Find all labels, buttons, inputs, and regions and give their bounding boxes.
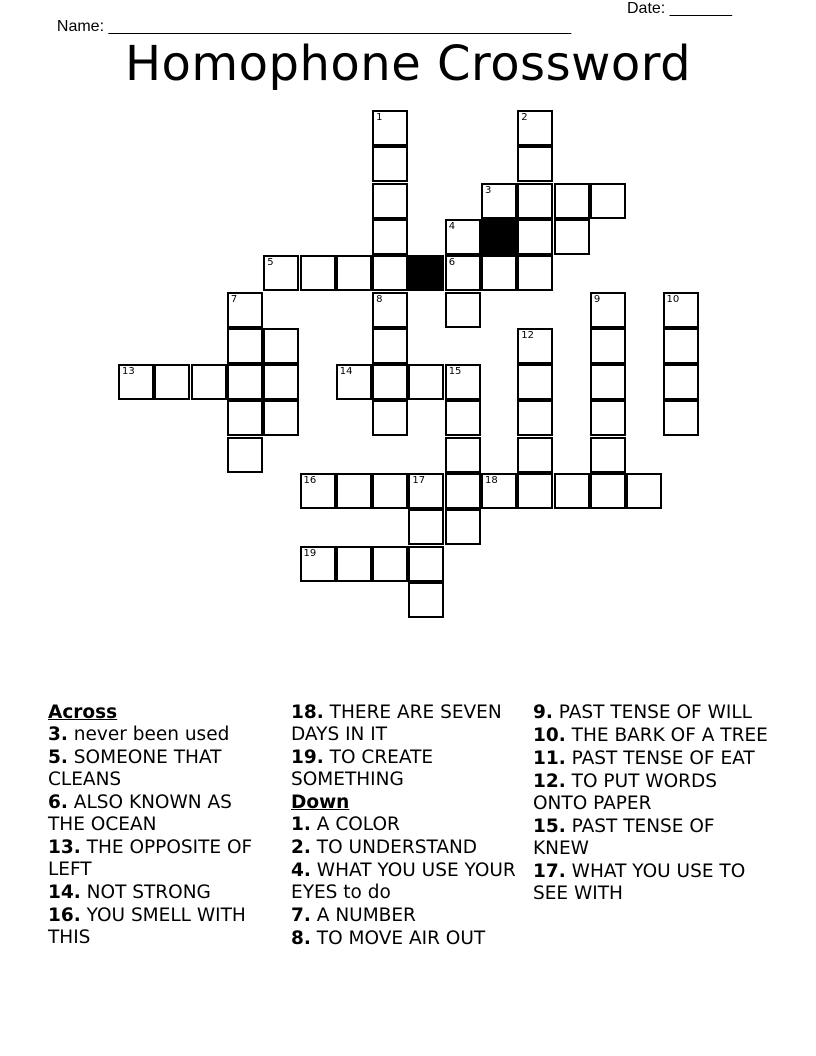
grid-cell[interactable] [336, 364, 372, 400]
grid-cell[interactable] [300, 546, 336, 582]
clue-number: 5 [267, 257, 274, 269]
across-heading: Across [48, 702, 118, 723]
grid-cell[interactable] [336, 255, 372, 291]
clue-item [533, 748, 768, 770]
grid-cell[interactable] [372, 546, 408, 582]
grid-cell[interactable] [590, 183, 626, 219]
grid-cell[interactable] [408, 546, 444, 582]
clue-number: 17 [412, 475, 426, 486]
clue-item-number: 13. [48, 837, 81, 858]
grid-cell[interactable] [336, 473, 372, 509]
clue-item-text: TO MOVE AIR OUT [316, 928, 486, 949]
clue-item [533, 861, 768, 905]
grid-cell[interactable] [227, 364, 263, 400]
clue-item [291, 837, 516, 859]
grid-cell[interactable] [445, 364, 481, 400]
grid-cell[interactable] [554, 183, 590, 219]
clue-item [48, 724, 273, 746]
clue-number: 8 [376, 293, 383, 305]
grid-cell[interactable] [517, 437, 553, 473]
grid-cell[interactable] [445, 509, 481, 545]
grid-cell[interactable] [372, 292, 408, 328]
grid-cell[interactable] [191, 364, 227, 400]
grid-cell[interactable] [663, 328, 699, 364]
clue-item [291, 860, 516, 904]
clue-item-number: 8. [291, 928, 311, 949]
clue-item-number: 14. [48, 882, 81, 903]
grid-cell[interactable] [445, 473, 481, 509]
clue-number: 3 [485, 184, 492, 196]
clue-item [291, 928, 516, 950]
grid-cell[interactable] [590, 364, 626, 400]
grid-cell[interactable] [445, 255, 481, 291]
grid-cell[interactable] [300, 255, 336, 291]
clue-item-text: YOU SMELL WITH THIS [48, 905, 246, 948]
clue-number: 19 [303, 547, 317, 559]
grid-cell[interactable] [517, 146, 553, 182]
grid-cell[interactable] [408, 364, 444, 400]
clue-item-number: 15. [533, 816, 566, 837]
clue-number: 13 [122, 366, 135, 378]
down-heading: Down [291, 792, 350, 813]
grid-cell[interactable] [517, 400, 553, 436]
clue-item-number: 17. [533, 861, 566, 882]
clue-item-text: SOMEONE THAT CLEANS [48, 747, 222, 790]
clue-number: 7 [230, 293, 238, 305]
clue-item-number: 6. [48, 792, 68, 813]
grid-cell[interactable] [445, 219, 481, 255]
clue-item-number: 18. [291, 702, 324, 723]
grid-cell[interactable] [372, 473, 408, 509]
grid-cell[interactable] [517, 183, 553, 219]
grid-cell[interactable] [227, 437, 263, 473]
clue-number: 10 [666, 293, 680, 305]
clue-item [533, 725, 768, 747]
black-cell [408, 255, 444, 291]
clue-item-number: 2. [291, 837, 311, 858]
clue-item [48, 837, 273, 881]
clue-number: 1 [376, 112, 383, 123]
clue-item [291, 747, 516, 791]
grid-cell[interactable] [336, 546, 372, 582]
grid-cell[interactable] [118, 364, 154, 400]
clue-item [291, 814, 516, 836]
clue-item-number: 11. [533, 748, 566, 769]
clue-item [533, 702, 768, 724]
grid-cell[interactable] [445, 400, 481, 436]
grid-cell[interactable] [590, 400, 626, 436]
clue-number: 6 [448, 257, 456, 269]
clue-item-number: 16. [48, 905, 81, 926]
grid-cell[interactable] [517, 473, 553, 509]
clue-column-1 [48, 702, 273, 950]
grid-cell[interactable] [517, 328, 553, 364]
clue-number: 14 [339, 366, 353, 378]
clue-item [533, 771, 768, 815]
clue-item-text: TO CREATE SOMETHING [291, 747, 434, 790]
grid-cell[interactable] [372, 183, 408, 219]
clue-column-3 [533, 702, 768, 906]
clue-item [533, 816, 768, 860]
grid-cell[interactable] [554, 219, 590, 255]
clue-item-text: A NUMBER [316, 905, 416, 926]
grid-cell[interactable] [372, 364, 408, 400]
grid-cell[interactable] [590, 292, 626, 328]
grid-cell[interactable] [590, 328, 626, 364]
grid-cell[interactable] [372, 146, 408, 182]
grid-cell[interactable] [445, 292, 481, 328]
clue-item-text: TO UNDERSTAND [316, 837, 478, 858]
grid-cell[interactable] [517, 219, 553, 255]
clue-item [48, 792, 273, 836]
clue-item-text: NOT STRONG [86, 882, 211, 903]
clue-number: 18 [485, 475, 498, 486]
clue-item-number: 10. [533, 725, 566, 746]
name-field[interactable]: Name: ____________________________________________________ [56, 18, 572, 35]
grid-cell[interactable] [408, 582, 444, 618]
grid-cell[interactable] [372, 255, 408, 291]
clue-item [48, 882, 273, 904]
clue-item-text: THERE ARE SEVEN DAYS IN IT [291, 702, 502, 745]
clue-item [48, 905, 273, 949]
grid-cell[interactable] [445, 437, 481, 473]
clue-item-text: THE BARK OF A TREE [571, 725, 768, 746]
clue-item [291, 702, 516, 746]
grid-cell[interactable] [263, 255, 299, 291]
grid-cell[interactable] [481, 473, 517, 509]
clue-item-text: WHAT YOU USE TO SEE WITH [533, 861, 746, 904]
clue-item-text: TO PUT WORDS ONTO PAPER [533, 771, 717, 814]
date-field[interactable]: Date: _______ [627, 0, 732, 17]
grid-cell[interactable] [372, 219, 408, 255]
grid-cell[interactable] [517, 110, 553, 146]
page-title: Homophone Crossword [124, 36, 692, 92]
grid-cell[interactable] [408, 473, 444, 509]
clue-number: 9 [593, 293, 601, 305]
grid-cell[interactable] [590, 473, 626, 509]
grid-cell[interactable] [626, 473, 662, 509]
clue-item-text: THE OPPOSITE OF LEFT [48, 837, 253, 880]
clue-column-2 [291, 702, 516, 951]
grid-cell[interactable] [372, 110, 408, 146]
clue-item-number: 3. [48, 724, 68, 745]
grid-cell[interactable] [663, 292, 699, 328]
grid-cell[interactable] [590, 437, 626, 473]
clue-item-number: 9. [533, 702, 553, 723]
grid-cell[interactable] [372, 328, 408, 364]
grid-cell[interactable] [263, 400, 299, 436]
clue-item-number: 5. [48, 747, 68, 768]
grid-cell[interactable] [372, 400, 408, 436]
clue-item [291, 905, 516, 927]
clue-item-text: PAST TENSE OF EAT [571, 748, 755, 769]
grid-cell[interactable] [263, 364, 299, 400]
clue-item-number: 4. [291, 860, 311, 881]
clue-number: 2 [521, 112, 528, 123]
clue-item-text: WHAT YOU USE YOUR EYES to do [291, 860, 516, 903]
clue-number: 12 [521, 329, 535, 341]
grid-cell[interactable] [663, 400, 699, 436]
clue-item-text: never been used [73, 724, 230, 745]
clue-item-number: 1. [291, 814, 311, 835]
clue-number: 16 [303, 475, 317, 486]
grid-cell[interactable] [554, 473, 590, 509]
grid-cell[interactable] [481, 255, 517, 291]
clue-item-text: A COLOR [316, 814, 400, 835]
clue-number: 15 [448, 366, 462, 378]
black-cell [481, 219, 517, 255]
grid-cell[interactable] [154, 364, 190, 400]
clue-item-text: PAST TENSE OF WILL [558, 702, 752, 723]
clue-item-number: 12. [533, 771, 566, 792]
clue-item-text: ALSO KNOWN AS THE OCEAN [48, 792, 232, 835]
grid-cell[interactable] [227, 400, 263, 436]
grid-cell[interactable] [517, 255, 553, 291]
grid-cell[interactable] [408, 509, 444, 545]
grid-cell[interactable] [663, 364, 699, 400]
grid-cell[interactable] [517, 364, 553, 400]
grid-cell[interactable] [481, 183, 517, 219]
clue-item [48, 747, 273, 791]
grid-cell[interactable] [300, 473, 336, 509]
grid-cell[interactable] [263, 328, 299, 364]
grid-cell[interactable] [227, 292, 263, 328]
clue-item-number: 19. [291, 747, 324, 768]
clue-number: 4 [448, 220, 456, 232]
clue-item-number: 7. [291, 905, 311, 926]
grid-cell[interactable] [227, 328, 263, 364]
clue-item-text: PAST TENSE OF KNEW [533, 816, 715, 859]
